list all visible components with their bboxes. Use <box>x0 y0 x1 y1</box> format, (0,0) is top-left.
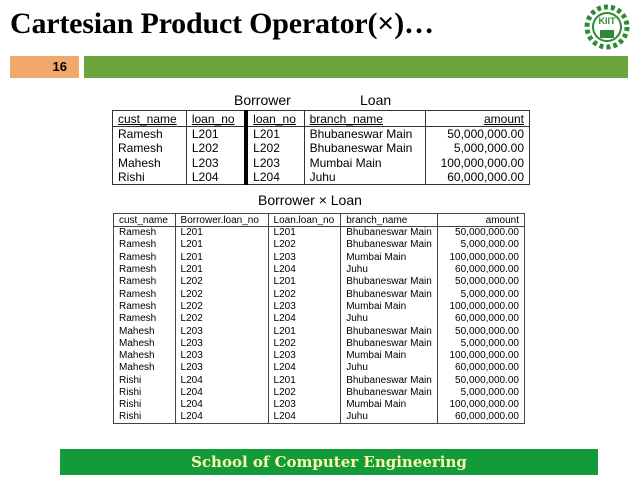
table-cell: Bhubaneswar Main <box>341 239 438 251</box>
table-cell: L204 <box>268 362 341 374</box>
table-cell: 50,000,000.00 <box>437 276 524 288</box>
green-divider <box>84 56 628 78</box>
table-row <box>114 263 525 275</box>
table-cell: Mumbai Main <box>341 399 438 411</box>
table-row <box>114 227 525 239</box>
table-cell: Juhu <box>341 263 438 275</box>
column-header: branch_name <box>341 214 438 227</box>
column-header: amount <box>426 111 530 127</box>
table-cell: L201 <box>175 251 268 263</box>
table-row <box>114 349 525 361</box>
cross-operator: × <box>318 192 327 208</box>
table-cell: Ramesh <box>114 263 176 275</box>
table-cell: L204 <box>175 411 268 423</box>
table-cell: 50,000,000.00 <box>426 127 530 142</box>
table-cell: L201 <box>175 239 268 251</box>
kiit-logo <box>578 2 636 52</box>
table-cell: L203 <box>175 362 268 374</box>
table-cell: Rishi <box>114 386 176 398</box>
table-cell: Mahesh <box>114 325 176 337</box>
table-cell: Bhubaneswar Main <box>304 127 426 142</box>
table-cell: 60,000,000.00 <box>437 263 524 275</box>
table-cell: L202 <box>175 288 268 300</box>
table-row <box>114 325 525 337</box>
table-row <box>114 300 525 312</box>
table-cell: L202 <box>268 239 341 251</box>
table-cell: Mumbai Main <box>341 300 438 312</box>
table-cell: L201 <box>268 374 341 386</box>
table-cell: 100,000,000.00 <box>437 399 524 411</box>
table-cell: L201 <box>175 227 268 239</box>
column-header: cust_name <box>113 111 187 127</box>
column-header: Loan.loan_no <box>268 214 341 227</box>
table-cell: L204 <box>175 386 268 398</box>
table-cell: Juhu <box>341 313 438 325</box>
table-cell: L203 <box>268 300 341 312</box>
table-cell: Bhubaneswar Main <box>341 276 438 288</box>
table-row <box>113 141 530 156</box>
table-cell: Rishi <box>113 170 187 185</box>
table-cell: Ramesh <box>114 276 176 288</box>
table-cell: Bhubaneswar Main <box>341 288 438 300</box>
table-cell: Juhu <box>341 362 438 374</box>
table-cell: Rishi <box>114 374 176 386</box>
table-cell: L201 <box>268 325 341 337</box>
table-cell: Mumbai Main <box>341 251 438 263</box>
table-row <box>113 156 530 171</box>
table-cell: L203 <box>175 325 268 337</box>
table-cell: L202 <box>186 141 246 156</box>
table-cell: 50,000,000.00 <box>437 374 524 386</box>
table-cell: 50,000,000.00 <box>437 325 524 337</box>
table-row <box>114 374 525 386</box>
table-cell: Mumbai Main <box>304 156 426 171</box>
column-header: loan_no <box>246 111 304 127</box>
table-row <box>114 239 525 251</box>
footer-banner: School of Computer Engineering <box>60 449 598 475</box>
table-cell: 60,000,000.00 <box>437 411 524 423</box>
table-cell: L203 <box>186 156 246 171</box>
table-cell: Bhubaneswar Main <box>341 386 438 398</box>
table-cell: L202 <box>268 337 341 349</box>
table-cell: Mahesh <box>114 362 176 374</box>
table-cell: L203 <box>175 349 268 361</box>
table-cell: 5,000,000.00 <box>437 288 524 300</box>
table-cell: Bhubaneswar Main <box>341 227 438 239</box>
table-cell: Juhu <box>341 411 438 423</box>
table-cell: Ramesh <box>114 239 176 251</box>
table-cell: L202 <box>175 300 268 312</box>
table-cell: L202 <box>268 386 341 398</box>
table-row <box>114 399 525 411</box>
table-cell: L201 <box>246 127 304 142</box>
table-cell: Bhubaneswar Main <box>341 337 438 349</box>
table-cell: L204 <box>246 170 304 185</box>
table-cell: L201 <box>268 276 341 288</box>
table-row <box>114 276 525 288</box>
table-cell: Bhubaneswar Main <box>341 374 438 386</box>
table-cell: L204 <box>268 313 341 325</box>
table-cell: L204 <box>175 374 268 386</box>
table-cell: Rishi <box>114 399 176 411</box>
table-cell: L204 <box>186 170 246 185</box>
table-cell: L204 <box>268 411 341 423</box>
table-row <box>114 362 525 374</box>
table-cell: L201 <box>175 263 268 275</box>
table-cell: L203 <box>175 337 268 349</box>
table-cell: L204 <box>268 263 341 275</box>
column-header: branch_name <box>304 111 426 127</box>
table-cell: L204 <box>175 399 268 411</box>
slide-number-bar <box>10 56 628 78</box>
table-cell: L203 <box>268 349 341 361</box>
table-row <box>113 127 530 142</box>
table-header-row <box>113 111 530 127</box>
slide-title: Cartesian Product Operator(×)… <box>10 7 434 40</box>
table-cell: 5,000,000.00 <box>426 141 530 156</box>
table-cell: L201 <box>186 127 246 142</box>
cartesian-product-table <box>113 213 525 424</box>
column-header: amount <box>437 214 524 227</box>
table-row <box>113 170 530 185</box>
table-row <box>114 337 525 349</box>
table-cell: 50,000,000.00 <box>437 227 524 239</box>
svg-text:KIIT: KIIT <box>598 16 616 26</box>
table-cell: L202 <box>175 276 268 288</box>
table-cell: Bhubaneswar Main <box>341 325 438 337</box>
table-cell: Mahesh <box>114 337 176 349</box>
table-cell: L203 <box>268 251 341 263</box>
product-title-right: Loan <box>330 192 362 208</box>
product-title <box>258 192 362 208</box>
table-row <box>114 313 525 325</box>
column-header: Borrower.loan_no <box>175 214 268 227</box>
loan-title: Loan <box>360 92 392 108</box>
table-cell: 100,000,000.00 <box>437 300 524 312</box>
table-cell: 60,000,000.00 <box>437 313 524 325</box>
table-cell: Ramesh <box>114 227 176 239</box>
borrower-loan-table <box>112 110 530 185</box>
table-cell: Ramesh <box>113 141 187 156</box>
borrower-title: Borrower <box>234 92 291 108</box>
table-cell: L203 <box>268 399 341 411</box>
table-cell: Mahesh <box>113 156 187 171</box>
table-cell: L202 <box>246 141 304 156</box>
column-header: loan_no <box>186 111 246 127</box>
table-cell: L202 <box>175 313 268 325</box>
table-cell: Ramesh <box>114 288 176 300</box>
table-cell: L202 <box>268 288 341 300</box>
table-cell: 5,000,000.00 <box>437 337 524 349</box>
table-cell: Ramesh <box>114 300 176 312</box>
table-cell: Ramesh <box>114 313 176 325</box>
table-row <box>114 411 525 423</box>
column-header: cust_name <box>114 214 176 227</box>
table-cell: 60,000,000.00 <box>437 362 524 374</box>
table-cell: Ramesh <box>113 127 187 142</box>
table-cell: 100,000,000.00 <box>437 349 524 361</box>
table-cell: Rishi <box>114 411 176 423</box>
table-header-row <box>114 214 525 227</box>
table-cell: 100,000,000.00 <box>426 156 530 171</box>
table-cell: Mahesh <box>114 349 176 361</box>
table-cell: Juhu <box>304 170 426 185</box>
table-cell: Mumbai Main <box>341 349 438 361</box>
table-cell: 100,000,000.00 <box>437 251 524 263</box>
table-cell: 60,000,000.00 <box>426 170 530 185</box>
table-cell: 5,000,000.00 <box>437 239 524 251</box>
table-cell: Ramesh <box>114 251 176 263</box>
slide-number: 16 <box>10 56 79 78</box>
table-cell: L203 <box>246 156 304 171</box>
table-row <box>114 288 525 300</box>
table-cell: L201 <box>268 227 341 239</box>
product-title-left: Borrower <box>258 192 315 208</box>
table-row <box>114 386 525 398</box>
table-cell: Bhubaneswar Main <box>304 141 426 156</box>
table-cell: 5,000,000.00 <box>437 386 524 398</box>
table-row <box>114 251 525 263</box>
